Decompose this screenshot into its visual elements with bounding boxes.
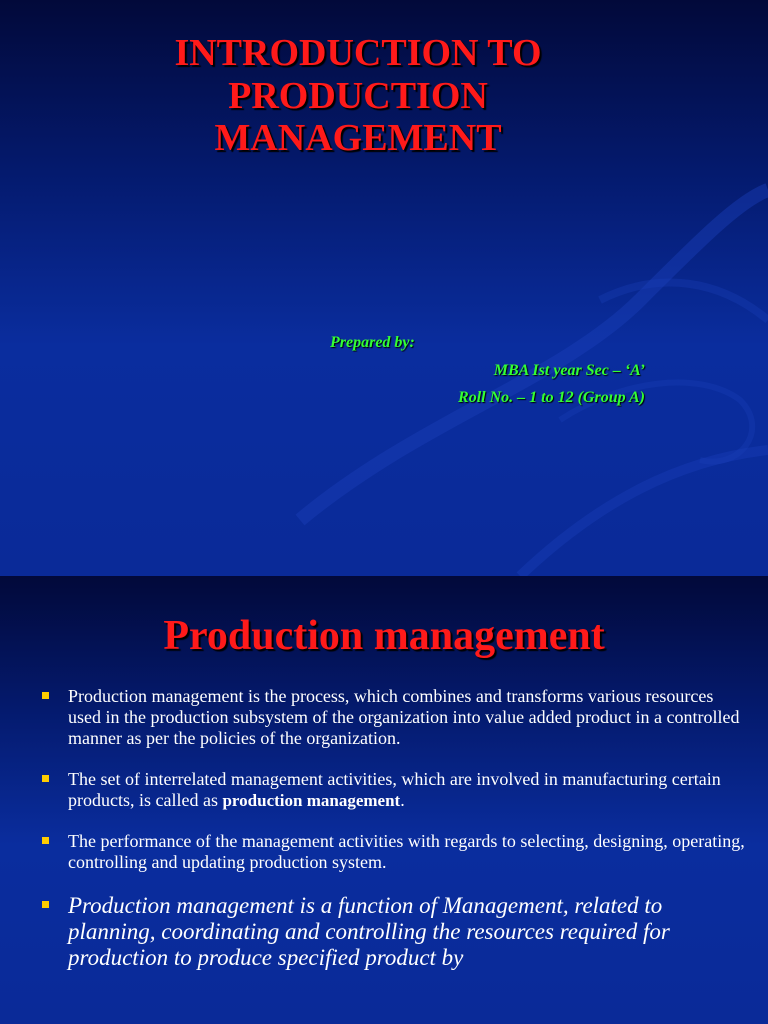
bullet-text-end: . — [400, 790, 405, 810]
presentation-title — [0, 32, 716, 160]
title-line: INTRODUCTION TO — [174, 32, 542, 74]
square-bullet-icon — [42, 837, 49, 844]
title-line: MANAGEMENT — [214, 117, 502, 160]
prepared-by-class: MBA Ist year Sec – ‘A’ — [493, 362, 645, 379]
title-line: PRODUCTION — [228, 74, 488, 117]
bullet-text: The set of interrelated management activities, which are involved in manufacturing certain products, is called as — [68, 769, 721, 810]
prepared-by-label: Prepared by: — [330, 334, 415, 351]
bullet-item — [40, 893, 750, 971]
bold-term: production management — [222, 791, 401, 810]
prepared-by-roll: Roll No. – 1 to 12 (Group A) — [458, 389, 645, 406]
content-slide — [0, 576, 768, 1024]
bullet-item — [40, 831, 750, 873]
bullet-list — [40, 686, 750, 991]
bullet-item — [40, 686, 750, 749]
slide-title: Production management — [163, 613, 605, 659]
bullet-text: Production management is the process, which combines and transforms various resources used in the production subsystem of the organization into value added product in a controlled manner as per the policies of the organization. — [68, 686, 740, 748]
square-bullet-icon — [42, 775, 49, 782]
bullet-text: The performance of the management activities with regards to selecting, designing, operating, controlling and updating production system. — [68, 831, 745, 872]
bullet-text: Production management is a function of Management, related to planning, coordinating and controlling the resources required for production to produce specified product by — [68, 893, 670, 970]
square-bullet-icon — [42, 901, 49, 908]
bullet-item — [40, 769, 750, 811]
square-bullet-icon — [42, 692, 49, 699]
